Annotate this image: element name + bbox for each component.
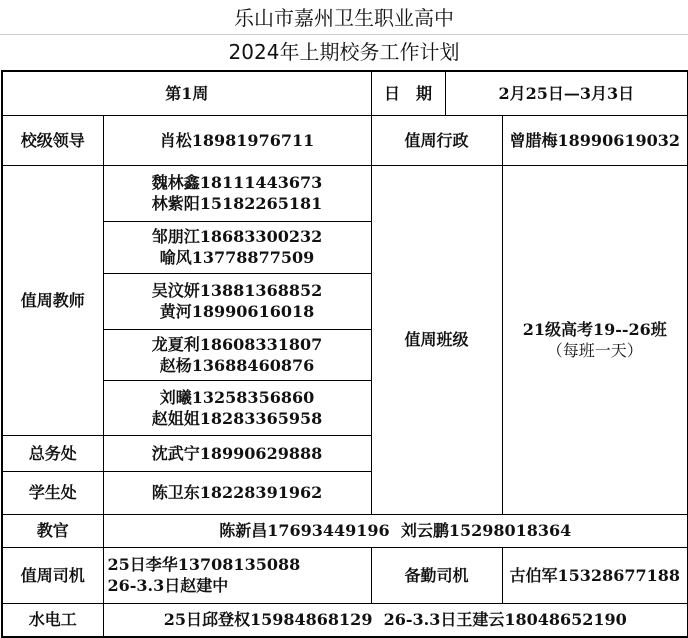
driver-entry: 26-3.3日赵建中: [107, 576, 229, 595]
teacher-entry: 魏林鑫18111443673: [151, 173, 323, 192]
duty-class-label: 值周班级: [371, 165, 502, 514]
duty-teacher-label: 值周教师: [2, 165, 103, 435]
teacher-entry: 赵杨13688460876: [159, 355, 315, 375]
driver-value: [103, 547, 371, 603]
driver-label: 值周司机: [2, 547, 103, 603]
general-affairs-value: 沈武宁18990629888: [103, 435, 371, 471]
driver-entry: 25日李华13708135088: [107, 555, 301, 574]
week-row: [2, 71, 688, 115]
backup-driver-value: 古伯军15328677188: [502, 547, 688, 603]
teacher-entry: 黄河18990616018: [159, 302, 315, 321]
teacher-entry: 龙夏利18608331807: [151, 334, 323, 354]
duty-class-line: 21级高考19--26班: [522, 319, 667, 339]
instructor-row: [2, 514, 688, 547]
electrician-value: 25日邱登权15984868129 26-3.3日王建云18048652190: [103, 603, 688, 637]
date-value: 2月25日—3月3日: [445, 71, 688, 115]
plan-title: 2024年上期校务工作计划: [228, 40, 460, 64]
teacher-group: [103, 329, 371, 380]
teacher-entry: 喻风13778877509: [159, 248, 315, 267]
teacher-entry: 邹朋江18683300232: [151, 227, 323, 246]
instructor-value: 陈新昌17693449196 刘云鹏15298018364: [103, 514, 688, 547]
general-affairs-label: 总务处: [2, 435, 103, 471]
school-title: 乐山市嘉州卫生职业高中: [234, 6, 454, 30]
teacher-group: [103, 221, 371, 273]
backup-driver-label: 备勤司机: [371, 547, 502, 603]
teacher-entry: 刘曦13258356860: [159, 387, 315, 407]
instructor-label: 教官: [2, 514, 103, 547]
teacher-entry: 吴汶妍13881368852: [151, 281, 323, 300]
electrician-label: 水电工: [2, 603, 103, 637]
teacher-entry: 林紫阳15182265181: [151, 194, 323, 213]
electrician-row: [2, 603, 688, 637]
duty-class-value: [502, 165, 688, 514]
student-office-value: 陈卫东18228391962: [103, 471, 371, 514]
leader-label: 校级领导: [2, 115, 103, 165]
duty-admin-value: 曾腊梅18990619032: [502, 115, 688, 165]
teacher-group: [103, 165, 371, 221]
week-label: 第1周: [2, 71, 371, 115]
duty-teacher-row: [2, 165, 688, 221]
teacher-group: [103, 380, 371, 435]
leader-row: [2, 115, 688, 165]
schedule-table: [1, 70, 688, 638]
student-office-label: 学生处: [2, 471, 103, 514]
duty-class-note: （每班一天）: [546, 340, 643, 360]
driver-row: [2, 547, 688, 603]
date-label: 日 期: [371, 71, 445, 115]
title-divider: [0, 34, 688, 35]
leader-value: 肖松18981976711: [103, 115, 371, 165]
teacher-entry: 赵姐姐18283365958: [151, 408, 323, 428]
duty-admin-label: 值周行政: [371, 115, 502, 165]
teacher-group: [103, 273, 371, 329]
